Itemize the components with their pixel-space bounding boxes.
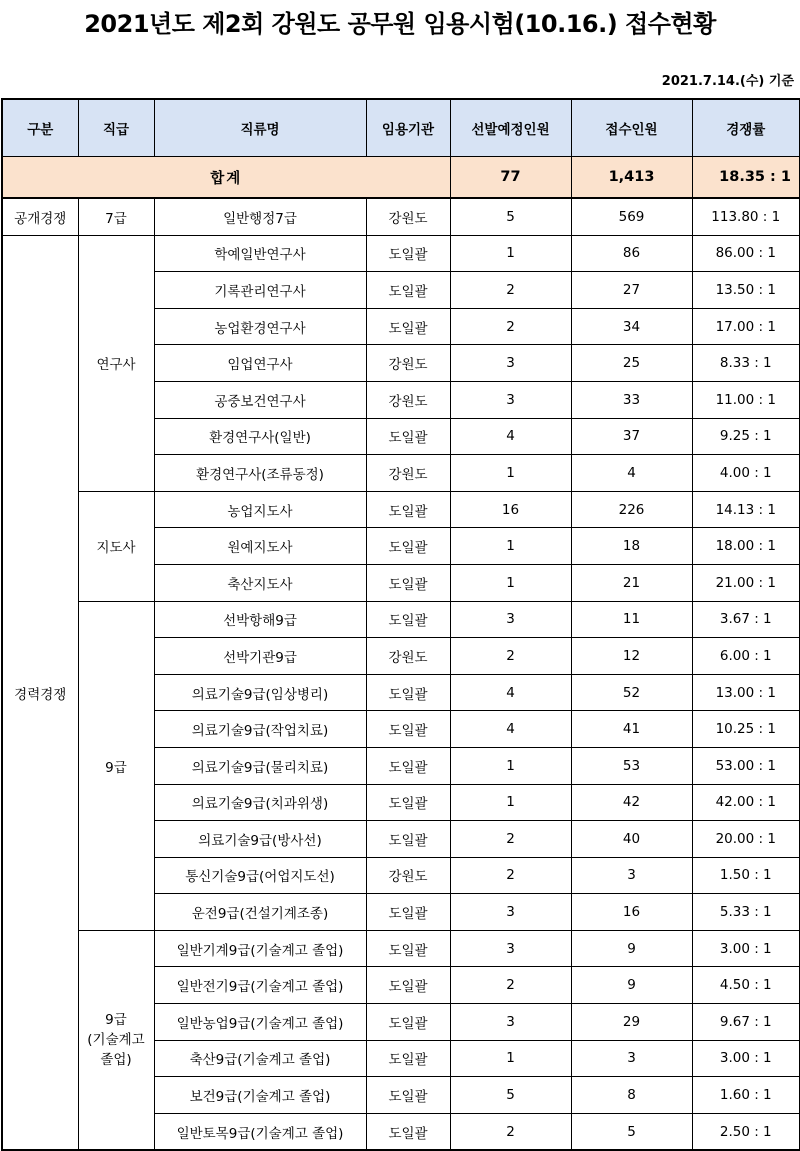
header-agency: 임용기관 bbox=[366, 99, 450, 157]
cell-agency: 도일괄 bbox=[366, 1040, 450, 1077]
cell-agency: 강원도 bbox=[366, 857, 450, 894]
header-row bbox=[2, 99, 800, 157]
cell-agency: 도일괄 bbox=[366, 491, 450, 528]
cell-planned: 2 bbox=[450, 857, 571, 894]
cell-applicants: 40 bbox=[571, 821, 692, 858]
cell-ratio: 18.00 : 1 bbox=[692, 528, 800, 565]
cell-agency: 도일괄 bbox=[366, 821, 450, 858]
cell-agency: 강원도 bbox=[366, 381, 450, 418]
cell-job-series: 공중보건연구사 bbox=[154, 381, 366, 418]
cell-agency: 강원도 bbox=[366, 345, 450, 382]
cell-agency: 도일괄 bbox=[366, 418, 450, 455]
cell-ratio: 11.00 : 1 bbox=[692, 381, 800, 418]
cell-agency: 도일괄 bbox=[366, 894, 450, 931]
cell-job-series: 환경연구사(일반) bbox=[154, 418, 366, 455]
cell-ratio: 9.25 : 1 bbox=[692, 418, 800, 455]
table-row bbox=[2, 601, 800, 638]
cell-agency: 강원도 bbox=[366, 638, 450, 675]
total-label: 합계 bbox=[2, 157, 450, 199]
cell-job-series: 환경연구사(조류동정) bbox=[154, 455, 366, 492]
cell-planned: 1 bbox=[450, 1040, 571, 1077]
cell-job-series: 의료기술9급(임상병리) bbox=[154, 674, 366, 711]
cell-planned: 1 bbox=[450, 528, 571, 565]
cell-planned: 2 bbox=[450, 272, 571, 309]
cell-applicants: 3 bbox=[571, 1040, 692, 1077]
cell-planned: 1 bbox=[450, 747, 571, 784]
page-title: 2021년도 제2회 강원도 공무원 임용시험(10.16.) 접수현황 bbox=[84, 10, 716, 38]
cell-job-series: 일반기계9급(기술계고 졸업) bbox=[154, 930, 366, 967]
cell-agency: 도일괄 bbox=[366, 711, 450, 748]
cell-planned: 4 bbox=[450, 674, 571, 711]
cell-ratio: 4.50 : 1 bbox=[692, 967, 800, 1004]
cell-planned: 2 bbox=[450, 1113, 571, 1150]
cell-ratio: 5.33 : 1 bbox=[692, 894, 800, 931]
cell-planned: 5 bbox=[450, 1077, 571, 1114]
cell-applicants: 226 bbox=[571, 491, 692, 528]
cell-job-series: 일반전기9급(기술계고 졸업) bbox=[154, 967, 366, 1004]
grade-7: 7급 bbox=[78, 198, 154, 235]
cell-job-series: 의료기술9급(작업치료) bbox=[154, 711, 366, 748]
cell-job-series: 축산9급(기술계고 졸업) bbox=[154, 1040, 366, 1077]
cell-applicants: 16 bbox=[571, 894, 692, 931]
cell-agency: 도일괄 bbox=[366, 308, 450, 345]
cell-agency: 도일괄 bbox=[366, 272, 450, 309]
cell-ratio: 10.25 : 1 bbox=[692, 711, 800, 748]
cell-agency: 도일괄 bbox=[366, 930, 450, 967]
total-ratio: 18.35 : 1 bbox=[692, 157, 800, 199]
cell-job-series: 농업지도사 bbox=[154, 491, 366, 528]
header-ratio: 경쟁률 bbox=[692, 99, 800, 157]
total-applicants: 1,413 bbox=[571, 157, 692, 199]
cell-planned: 3 bbox=[450, 601, 571, 638]
cell-ratio: 13.50 : 1 bbox=[692, 272, 800, 309]
cell-planned: 1 bbox=[450, 455, 571, 492]
cell-applicants: 37 bbox=[571, 418, 692, 455]
cell-ratio: 4.00 : 1 bbox=[692, 455, 800, 492]
cell-ratio: 3.00 : 1 bbox=[692, 930, 800, 967]
cell-planned: 3 bbox=[450, 345, 571, 382]
cell-applicants: 18 bbox=[571, 528, 692, 565]
category-career: 경력경쟁 bbox=[2, 235, 78, 1150]
cell-ratio: 1.50 : 1 bbox=[692, 857, 800, 894]
total-planned: 77 bbox=[450, 157, 571, 199]
cell-ratio: 17.00 : 1 bbox=[692, 308, 800, 345]
cell-ratio: 6.00 : 1 bbox=[692, 638, 800, 675]
cell-job-series: 의료기술9급(치과위생) bbox=[154, 784, 366, 821]
cell-agency: 도일괄 bbox=[366, 235, 450, 272]
cell-planned: 3 bbox=[450, 930, 571, 967]
cell-agency: 도일괄 bbox=[366, 1113, 450, 1150]
cell-agency: 도일괄 bbox=[366, 528, 450, 565]
cell-applicants: 52 bbox=[571, 674, 692, 711]
cell-job-series: 원예지도사 bbox=[154, 528, 366, 565]
cell-job-series: 일반농업9급(기술계고 졸업) bbox=[154, 1004, 366, 1041]
cell-job-series: 보건9급(기술계고 졸업) bbox=[154, 1077, 366, 1114]
cell-applicants: 34 bbox=[571, 308, 692, 345]
cell-job-series: 통신기술9급(어업지도선) bbox=[154, 857, 366, 894]
table-row bbox=[2, 198, 800, 235]
cell-applicants: 33 bbox=[571, 381, 692, 418]
grade-9: 9급 bbox=[78, 601, 154, 930]
cell-applicants: 86 bbox=[571, 235, 692, 272]
cell-planned: 2 bbox=[450, 967, 571, 1004]
cell-ratio: 14.13 : 1 bbox=[692, 491, 800, 528]
cell-planned: 4 bbox=[450, 711, 571, 748]
applications-table bbox=[1, 98, 800, 1151]
cell-ratio: 20.00 : 1 bbox=[692, 821, 800, 858]
cell-applicants: 9 bbox=[571, 967, 692, 1004]
cell-job-series: 의료기술9급(물리치료) bbox=[154, 747, 366, 784]
cell-agency: 강원도 bbox=[366, 198, 450, 235]
cell-applicants: 8 bbox=[571, 1077, 692, 1114]
cell-agency: 도일괄 bbox=[366, 1077, 450, 1114]
cell-ratio: 3.00 : 1 bbox=[692, 1040, 800, 1077]
cell-job-series: 선박항해9급 bbox=[154, 601, 366, 638]
cell-applicants: 29 bbox=[571, 1004, 692, 1041]
cell-applicants: 12 bbox=[571, 638, 692, 675]
cell-ratio: 3.67 : 1 bbox=[692, 601, 800, 638]
header-category: 구분 bbox=[2, 99, 78, 157]
cell-planned: 5 bbox=[450, 198, 571, 235]
cell-applicants: 9 bbox=[571, 930, 692, 967]
cell-job-series: 기록관리연구사 bbox=[154, 272, 366, 309]
cell-ratio: 2.50 : 1 bbox=[692, 1113, 800, 1150]
header-grade: 직급 bbox=[78, 99, 154, 157]
cell-ratio: 53.00 : 1 bbox=[692, 747, 800, 784]
header-applicants: 접수인원 bbox=[571, 99, 692, 157]
grade-9-tech: 9급 (기술계고 졸업) bbox=[78, 930, 154, 1150]
cell-agency: 도일괄 bbox=[366, 747, 450, 784]
cell-planned: 3 bbox=[450, 1004, 571, 1041]
cell-job-series: 선박기관9급 bbox=[154, 638, 366, 675]
cell-applicants: 27 bbox=[571, 272, 692, 309]
cell-agency: 도일괄 bbox=[366, 601, 450, 638]
cell-applicants: 53 bbox=[571, 747, 692, 784]
cell-planned: 2 bbox=[450, 638, 571, 675]
cell-planned: 2 bbox=[450, 308, 571, 345]
cell-job-series: 일반토목9급(기술계고 졸업) bbox=[154, 1113, 366, 1150]
cell-planned: 1 bbox=[450, 784, 571, 821]
cell-planned: 1 bbox=[450, 235, 571, 272]
cell-planned: 1 bbox=[450, 564, 571, 601]
grade-researcher: 연구사 bbox=[78, 235, 154, 491]
cell-job-series: 일반행정7급 bbox=[154, 198, 366, 235]
cell-agency: 도일괄 bbox=[366, 1004, 450, 1041]
cell-applicants: 25 bbox=[571, 345, 692, 382]
cell-applicants: 21 bbox=[571, 564, 692, 601]
cell-job-series: 운전9급(건설기계조종) bbox=[154, 894, 366, 931]
cell-ratio: 113.80 : 1 bbox=[692, 198, 800, 235]
table-row bbox=[2, 491, 800, 528]
cell-planned: 16 bbox=[450, 491, 571, 528]
cell-job-series: 임업연구사 bbox=[154, 345, 366, 382]
cell-ratio: 21.00 : 1 bbox=[692, 564, 800, 601]
category-open: 공개경쟁 bbox=[2, 198, 78, 235]
cell-applicants: 41 bbox=[571, 711, 692, 748]
cell-job-series: 농업환경연구사 bbox=[154, 308, 366, 345]
cell-applicants: 3 bbox=[571, 857, 692, 894]
total-row bbox=[2, 157, 800, 199]
cell-agency: 도일괄 bbox=[366, 967, 450, 1004]
cell-agency: 도일괄 bbox=[366, 784, 450, 821]
header-planned: 선발예정인원 bbox=[450, 99, 571, 157]
grade-instructor: 지도사 bbox=[78, 491, 154, 601]
cell-ratio: 8.33 : 1 bbox=[692, 345, 800, 382]
cell-applicants: 42 bbox=[571, 784, 692, 821]
cell-ratio: 9.67 : 1 bbox=[692, 1004, 800, 1041]
cell-ratio: 1.60 : 1 bbox=[692, 1077, 800, 1114]
basis-date: 2021.7.14.(수) 기준 bbox=[661, 74, 794, 89]
cell-planned: 2 bbox=[450, 821, 571, 858]
cell-agency: 도일괄 bbox=[366, 564, 450, 601]
cell-job-series: 학예일반연구사 bbox=[154, 235, 366, 272]
cell-job-series: 축산지도사 bbox=[154, 564, 366, 601]
cell-applicants: 11 bbox=[571, 601, 692, 638]
table-row bbox=[2, 235, 800, 272]
cell-ratio: 86.00 : 1 bbox=[692, 235, 800, 272]
cell-ratio: 42.00 : 1 bbox=[692, 784, 800, 821]
cell-agency: 도일괄 bbox=[366, 674, 450, 711]
cell-agency: 강원도 bbox=[366, 455, 450, 492]
header-job-series: 직류명 bbox=[154, 99, 366, 157]
cell-applicants: 569 bbox=[571, 198, 692, 235]
cell-applicants: 5 bbox=[571, 1113, 692, 1150]
cell-applicants: 4 bbox=[571, 455, 692, 492]
cell-planned: 4 bbox=[450, 418, 571, 455]
cell-job-series: 의료기술9급(방사선) bbox=[154, 821, 366, 858]
table-row bbox=[2, 930, 800, 967]
cell-planned: 3 bbox=[450, 381, 571, 418]
cell-planned: 3 bbox=[450, 894, 571, 931]
cell-ratio: 13.00 : 1 bbox=[692, 674, 800, 711]
